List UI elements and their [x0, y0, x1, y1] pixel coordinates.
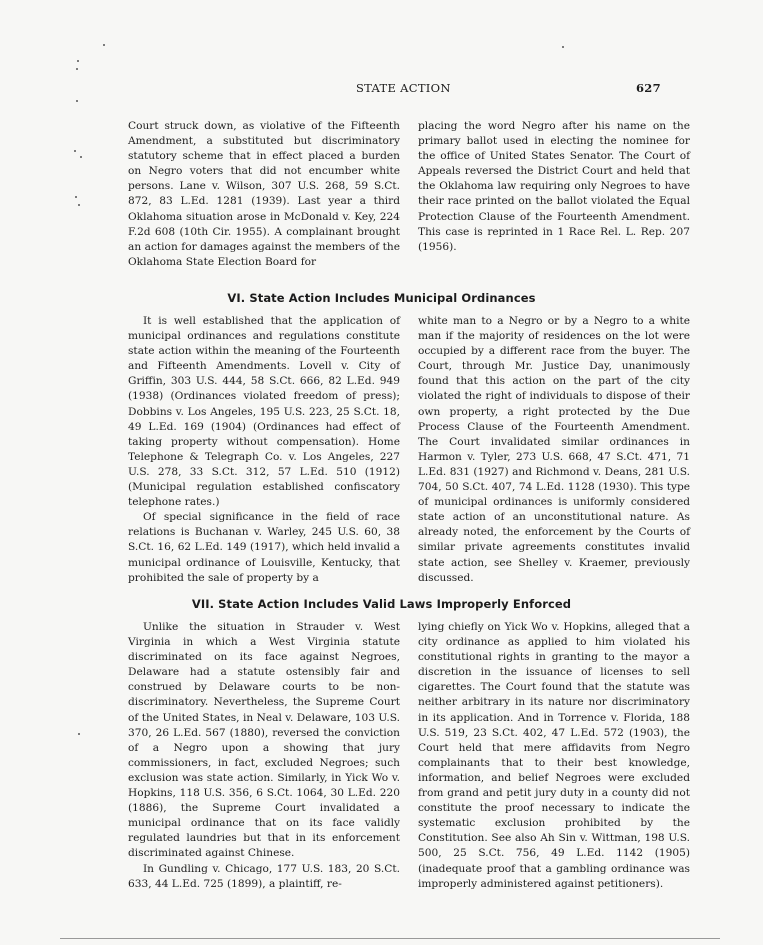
top-right-column — [418, 119, 690, 255]
scan-speck — [76, 68, 78, 70]
running-title: STATE ACTION — [356, 81, 451, 95]
section-heading-vii: VII. State Action Includes Valid Laws Improperly Enforced — [191, 597, 572, 611]
scan-speck — [562, 46, 564, 48]
section-vi-left-column — [128, 314, 400, 586]
paragraph: Of special significance in the field of race relations is Buchanan v. Warley, 245 U.S. 60, 38 S.Ct. 16, 62 L.Ed. 149 (1917), which held invalid a municipal ordinance of Louisville, Kentucky, that prohibited the sale of property by a — [128, 511, 400, 584]
paragraph: white man to a Negro or by a Negro to a white man if the majority of residences on the lot were occupied by a different race from the buyer. The Court, through Mr. Justice Day, unanimously found that this action on the part of the city violated the right of individuals to dispose of their own property, a right protected by the Due Process Clause of the Fourteenth Amendment. The Court invalidated similar ordinances in Harmon v. Tyler, 273 U.S. 668, 47 S.Ct. 471, 71 L.Ed. 831 (1927) and Richmond v. Deans, 281 U.S. 704, 50 S.Ct. 407, 74 L.Ed. 1128 (1930). This type of municipal ordinances is uniformly considered state action of an unconstitutional nature. As already noted, the enforcement by the Courts of similar private agreements constitutes invalid state action, see Shelley v. Kraemer, previously discussed. — [418, 315, 690, 584]
paragraph: In Gundling v. Chicago, 177 U.S. 183, 20 S.Ct. 633, 44 L.Ed. 725 (1899), a plaintiff, re- — [128, 862, 400, 890]
section-vii-right-column — [418, 620, 690, 892]
paragraph: placing the word Negro after his name on the primary ballot used in electing the nominee for the office of United States Senator. The Court of Appeals reversed the District Court and held that the Oklahoma law requiring only Negroes to have their race printed on the ballot violated the Equal Protection Clause of the Fourteenth Amendment. This case is reprinted in 1 Race Rel. L. Rep. 207 (1956). — [418, 120, 690, 253]
scan-speck — [75, 196, 77, 198]
section-heading-vi: VI. State Action Includes Municipal Ordinances — [227, 291, 536, 305]
paragraph: Court struck down, as violative of the Fifteenth Amendment, a substituted but discriminatory statutory scheme that in effect placed a burden on Negro voters that did not encumber white persons. Lane v. Wilson, 307 U.S. 268, 59 S.Ct. 872, 83 L.Ed. 1281 (1939). Last year a third Oklahoma situation arose in McDonald v. Key, 224 F.2d 608 (10th Cir. 1955). A complainant brought an action for damages against the members of the Oklahoma State Election Board for — [128, 120, 400, 268]
section-vi-right-column — [418, 314, 690, 586]
page-number: 627 — [636, 81, 661, 95]
scan-speck — [76, 100, 78, 102]
scan-speck — [78, 733, 80, 735]
paragraph: It is well established that the application of municipal ordinances and regulations constitute state action within the meaning of the Fourteenth and Fifteenth Amendments. Lovell v. City of Griffin, 303 U.S. 444, 58 S.Ct. 666, 82 L.Ed. 949 (1938) (Ordinances violated freedom of press); Dobbins v. Los Angeles, 195 U.S. 223, 25 S.Ct. 18, 49 L.Ed. 169 (1904) (Ordinances had effect of taking property without compensation). Home Telephone & Telegraph Co. v. Los Angeles, 227 U.S. 278, 33 S.Ct. 312, 57 L.Ed. 510 (1912) (Municipal regulation established confiscatory telephone rates.) — [128, 315, 400, 509]
top-left-column — [128, 119, 400, 270]
scan-speck — [78, 204, 80, 206]
scan-speck — [74, 150, 76, 152]
running-head — [0, 81, 763, 99]
scan-speck — [103, 44, 105, 46]
scan-speck — [80, 156, 82, 158]
paragraph: Unlike the situation in Strauder v. West Virginia in which a West Virginia statute discriminated on its face against Negroes, Delaware had a statute ostensibly fair and construed by Delaware courts to be non-discriminatory. Nevertheless, the Supreme Court of the United States, in Neal v. Delaware, 103 U.S. 370, 26 L.Ed. 567 (1880), reversed the conviction of a Negro upon a showing that jury commissioners, in fact, excluded Negroes; such exclusion was state action. Similarly, in Yick Wo v. Hopkins, 118 U.S. 356, 6 S.Ct. 1064, 30 L.Ed. 220 (1886), the Supreme Court invalidated a municipal ordinance that on its face validly regulated laundries but that in its enforcement discriminated against Chinese. — [128, 621, 400, 860]
paragraph: lying chiefly on Yick Wo v. Hopkins, alleged that a city ordinance as applied to him violated his constitutional rights in granting to the mayor a discretion in the issuance of licenses to sell cigarettes. The Court found that the statute was neither arbitrary in its nature nor discriminatory in its application. And in Torrence v. Florida, 188 U.S. 519, 23 S.Ct. 402, 47 L.Ed. 572 (1903), the Court held that mere affidavits from Negro complainants that to their best knowledge, information, and belief Negroes were excluded from grand and petit jury duty in a county did not constitute the proof necessary to indicate the systematic exclusion prohibited by the Constitution. See also Ah Sin v. Wittman, 198 U.S. 500, 25 S.Ct. 756, 49 L.Ed. 1142 (1905) (inadequate proof that a gambling ordinance was improperly administered against petitioners). — [418, 621, 690, 890]
page-edge-line — [60, 938, 720, 939]
scan-speck — [77, 60, 79, 62]
section-vii-left-column — [128, 620, 400, 892]
